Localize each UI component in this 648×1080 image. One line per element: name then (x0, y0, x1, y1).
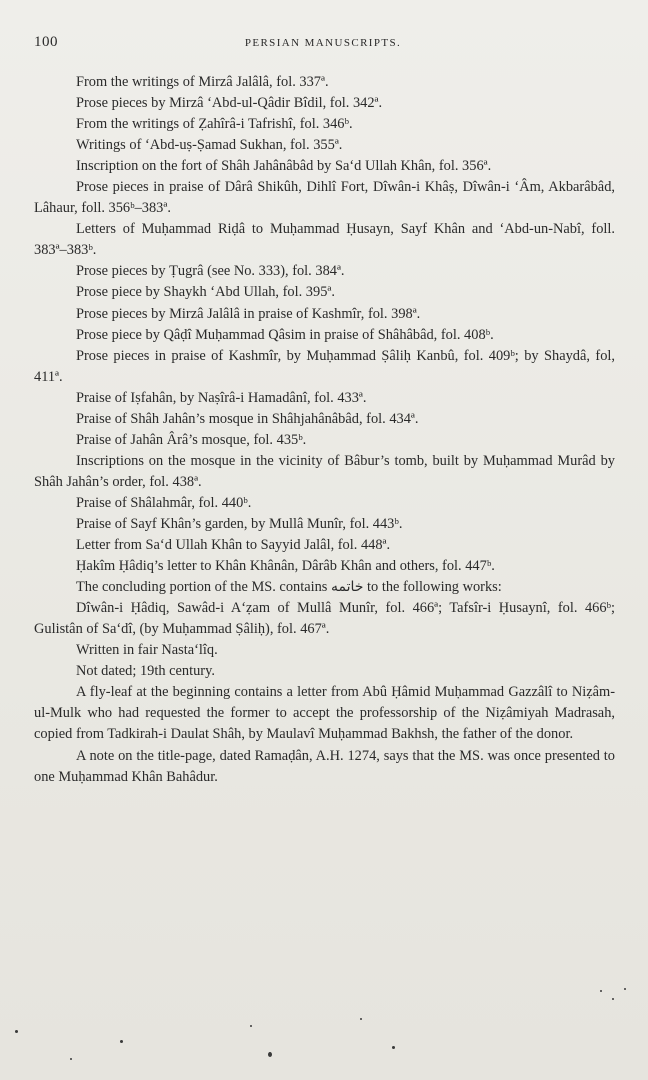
arabic-term: خاتمه (331, 579, 364, 596)
contents-item: Prose pieces in praise of Dârâ Shikûh, Dihlî Fort, Dîwân-i Khâṣ, Dîwân-i ‘Âm, Akbarâbâd, Lâhaur, foll. 356ᵇ–383ª. (34, 179, 615, 217)
contents-item: Prose piece by Qâḍî Muḥammad Qâsim in praise of Shâhâbâd, fol. 408ᵇ. (76, 326, 494, 343)
contents-item: Inscription on the fort of Shâh Jahânâbâd by Sa‘d Ullah Khân, fol. 356ª. (76, 158, 492, 175)
contents-item: Praise of Sayf Khân’s garden, by Mullâ Munîr, fol. 443ᵇ. (76, 515, 403, 532)
contents-item: Prose pieces by Mirzâ Jalâlâ in praise of Kashmîr, fol. 398ª. (76, 305, 421, 322)
script-note: Written in fair Nasta‘lîq. (76, 642, 218, 659)
title-page-note: A note on the title-page, dated Ramaḍân, A.H. 1274, says that the MS. was once presented to one Muḥammad Khân Bahâdur. (34, 747, 615, 785)
contents-item: Ḥakîm Ḥâdiq’s letter to Khân Khânân, Dârâb Khân and others, fol. 447ᵇ. (76, 558, 495, 575)
works-list: Dîwân-i Ḥâdiq, Sawâd-i A‘ẓam of Mullâ Munîr, fol. 466ª; Tafsîr-i Ḥusaynî, fol. 466ᵇ; Gulistân of Sa‘dî, (by Muḥammad Ṣâliḥ), fol. 467ª. (34, 600, 615, 638)
contents-item: Praise of Shâlahmâr, fol. 440ᵇ. (76, 494, 252, 511)
contents-item: Prose pieces by Mirzâ ‘Abd-ul-Qâdir Bîdil, fol. 342ª. (76, 95, 383, 112)
concluding-text-after: to the following works: (367, 579, 502, 596)
contents-item: From the writings of Ẓahîrâ-i Tafrishî, fol. 346ᵇ. (76, 116, 353, 133)
concluding-text-before: The concluding portion of the MS. contains (76, 579, 328, 596)
page-header (34, 34, 612, 56)
contents-item: Praise of Shâh Jahân’s mosque in Shâhjahânâbâd, fol. 434ª. (76, 410, 419, 427)
page-number: 100 (34, 34, 58, 50)
fly-leaf-note: A fly-leaf at the beginning contains a letter from Abû Ḥâmid Muḥammad Gazzâlî to Niẓâm-ul-Mulk who had requested the former to accept the professorship of the Niẓâmiyah Madrasah, copied from Tadkirah-i Daulat Shâh, by Maulavî Muḥammad Bakhsh, the father of the donor. (34, 684, 615, 743)
contents-item: Writings of ‘Abd-uṣ-Ṣamad Sukhan, fol. 355ª. (76, 137, 343, 154)
contents-item: Prose piece by Shaykh ‘Abd Ullah, fol. 395ª. (76, 284, 335, 301)
contents-item: Praise of Jahân Ârâ’s mosque, fol. 435ᵇ. (76, 431, 307, 448)
contents-item: Praise of Iṣfahân, by Naṣîrâ-i Hamadânî, fol. 433ª. (76, 389, 367, 406)
contents-item: Prose pieces by Ṭugrâ (see No. 333), fol. 384ª. (76, 263, 345, 280)
concluding-portion-paragraph (34, 577, 615, 598)
contents-item: Prose pieces in praise of Kashmîr, by Muḥammad Ṣâliḥ Kanbû, fol. 409ᵇ; by Shaydâ, fol, 411ª. (34, 347, 615, 385)
date-note: Not dated; 19th century. (76, 663, 215, 680)
contents-item: Letter from Sa‘d Ullah Khân to Sayyid Jalâl, fol. 448ª. (76, 537, 391, 554)
contents-item: Letters of Muḥammad Riḍâ to Muḥammad Ḥusayn, Sayf Khân and ‘Abd-un-Nabî, foll. 383ª–383ᵇ. (34, 221, 615, 259)
contents-item: From the writings of Mirzâ Jalâlâ, fol. 337ª. (76, 74, 329, 90)
catalogue-entry-body (34, 72, 615, 788)
contents-item: Inscriptions on the mosque in the vicinity of Bâbur’s tomb, built by Muḥammad Murâd by Shâh Jahân’s order, fol. 438ª. (34, 452, 615, 490)
running-head: PERSIAN MANUSCRIPTS. (244, 37, 402, 49)
